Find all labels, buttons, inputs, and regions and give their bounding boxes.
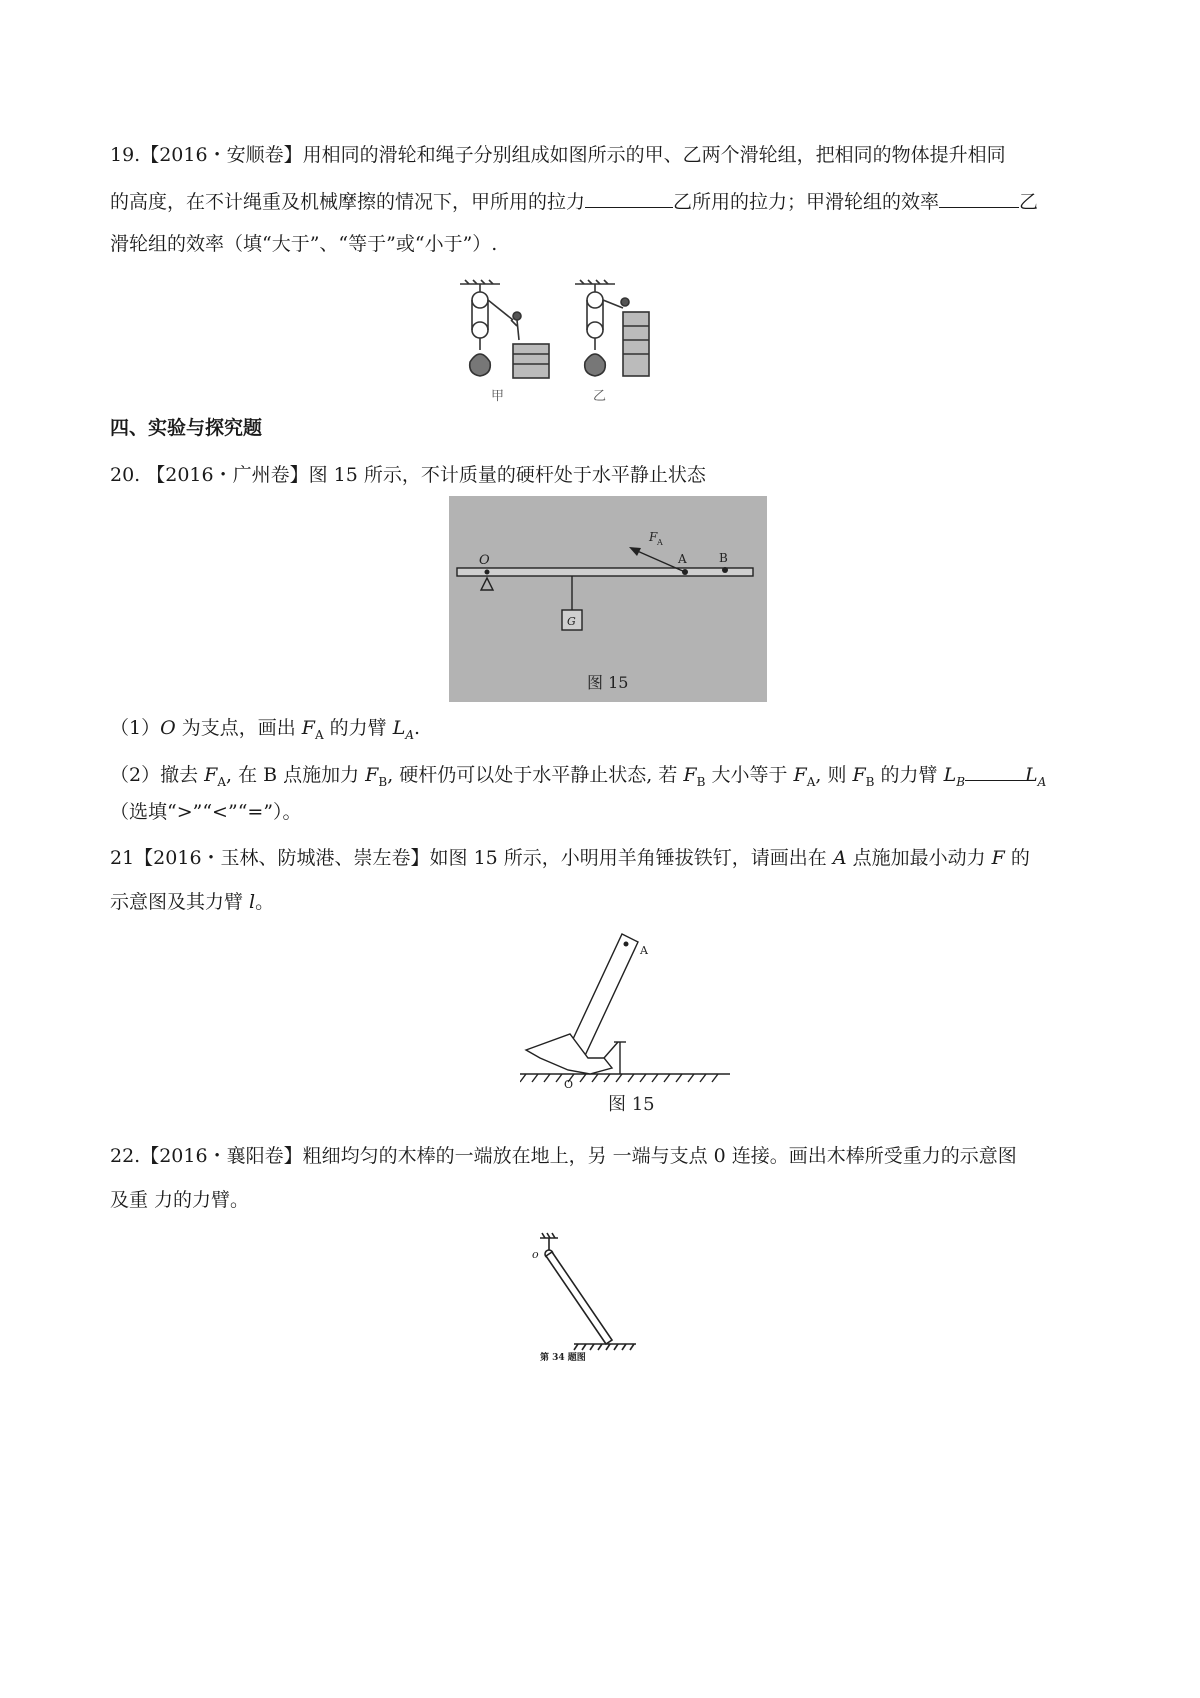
hammer-figure <box>520 930 730 1116</box>
figure-background <box>449 496 767 702</box>
fixed-pulley-left <box>472 292 488 308</box>
fixed-pulley-right <box>587 292 603 308</box>
q19-line-3: 滑轮组的效率（填“大于”、“等于”或“小于”）. <box>110 233 498 255</box>
stick-label-o: o <box>532 1248 539 1261</box>
weight-right <box>585 354 606 376</box>
movable-pulley-right <box>587 322 603 338</box>
worker-left <box>513 312 521 320</box>
hammer-label-o: O <box>564 1078 574 1091</box>
rigid-rod <box>457 568 753 576</box>
q20-sub-1: （1）O 为支点，画出 $F_A$ 的力臂 $L_A$. <box>110 717 421 742</box>
stick-figure <box>520 1232 650 1362</box>
q22-line-2: 及重 力的力臂。 <box>110 1189 250 1211</box>
worker-right <box>621 298 629 306</box>
label-f-sub: A <box>657 538 663 547</box>
hammer-caption: 图 15 <box>608 1094 655 1115</box>
stick-caption: 第 34 题图 <box>540 1353 586 1362</box>
label-b: B <box>719 551 728 565</box>
section-title: 四、实验与探究题 <box>110 417 263 439</box>
lever-figure <box>449 496 767 702</box>
wall-right <box>623 312 649 376</box>
point-b <box>722 567 728 573</box>
q20-sub-2-line-2: （选填“>”“<”“=”）。 <box>110 801 302 823</box>
weight-left <box>470 354 491 376</box>
q22-line-1: 22.【2016・襄阳卷】粗细均匀的木棒的一端放在地上，另 一端与支点 0 连接。画出木棒所受重力的示意图 <box>110 1145 1017 1167</box>
q20-sub-2: （2）撤去 $F_A$, 在 B 点施加力 $F_B$, 硬杆仍可以处于水平静止状态, 若 $F_B$ 大小等于 $F_A$, 则 $F_B$ 的力臂 $L_B$ $L_A$ <box>110 760 1046 795</box>
hammer-head <box>526 1034 612 1074</box>
q19-text-a: 的高度，在不计绳重及机械摩擦的情况下，甲所用的拉力 <box>110 191 586 213</box>
point-a-dot <box>624 942 629 947</box>
q19-text-b: 乙所用的拉力；甲滑轮组的效率 <box>673 191 940 213</box>
wall-left <box>513 344 549 378</box>
label-g: G <box>567 615 576 628</box>
label-o: O <box>479 553 490 568</box>
q19-line-1: 19.【2016・安顺卷】用相同的滑轮和绳子分别组成如图所示的甲、乙两个滑轮组，把相同的物体提升相同 <box>110 144 1006 166</box>
q20-line-1: 20. 【2016・广州卷】图 15 所示，不计质量的硬杆处于水平静止状态 <box>110 464 706 486</box>
q19-line-2 <box>110 187 1038 215</box>
q19-blank-1[interactable] <box>585 187 673 208</box>
label-jia: 甲 <box>491 389 505 404</box>
q19-blank-2[interactable] <box>939 187 1019 208</box>
wooden-stick <box>546 1252 612 1344</box>
q21-line-2: 示意图及其力臂 l。 <box>110 891 275 913</box>
label-a: A <box>678 552 687 566</box>
q20-blank[interactable] <box>965 760 1025 781</box>
label-yi: 乙 <box>593 389 607 404</box>
q19-text-c: 乙 <box>1019 191 1039 213</box>
figure-caption: 图 15 <box>587 673 629 692</box>
label-f: F <box>649 530 658 544</box>
q21-line-1: 21【2016・玉林、防城港、崇左卷】如图 15 所示，小明用羊角锤拔铁钉，请画出在 A 点施加最小动力 F 的 <box>110 847 1030 869</box>
pulley-figure <box>455 278 665 406</box>
hammer-label-a: A <box>640 944 648 957</box>
movable-pulley-left <box>472 322 488 338</box>
